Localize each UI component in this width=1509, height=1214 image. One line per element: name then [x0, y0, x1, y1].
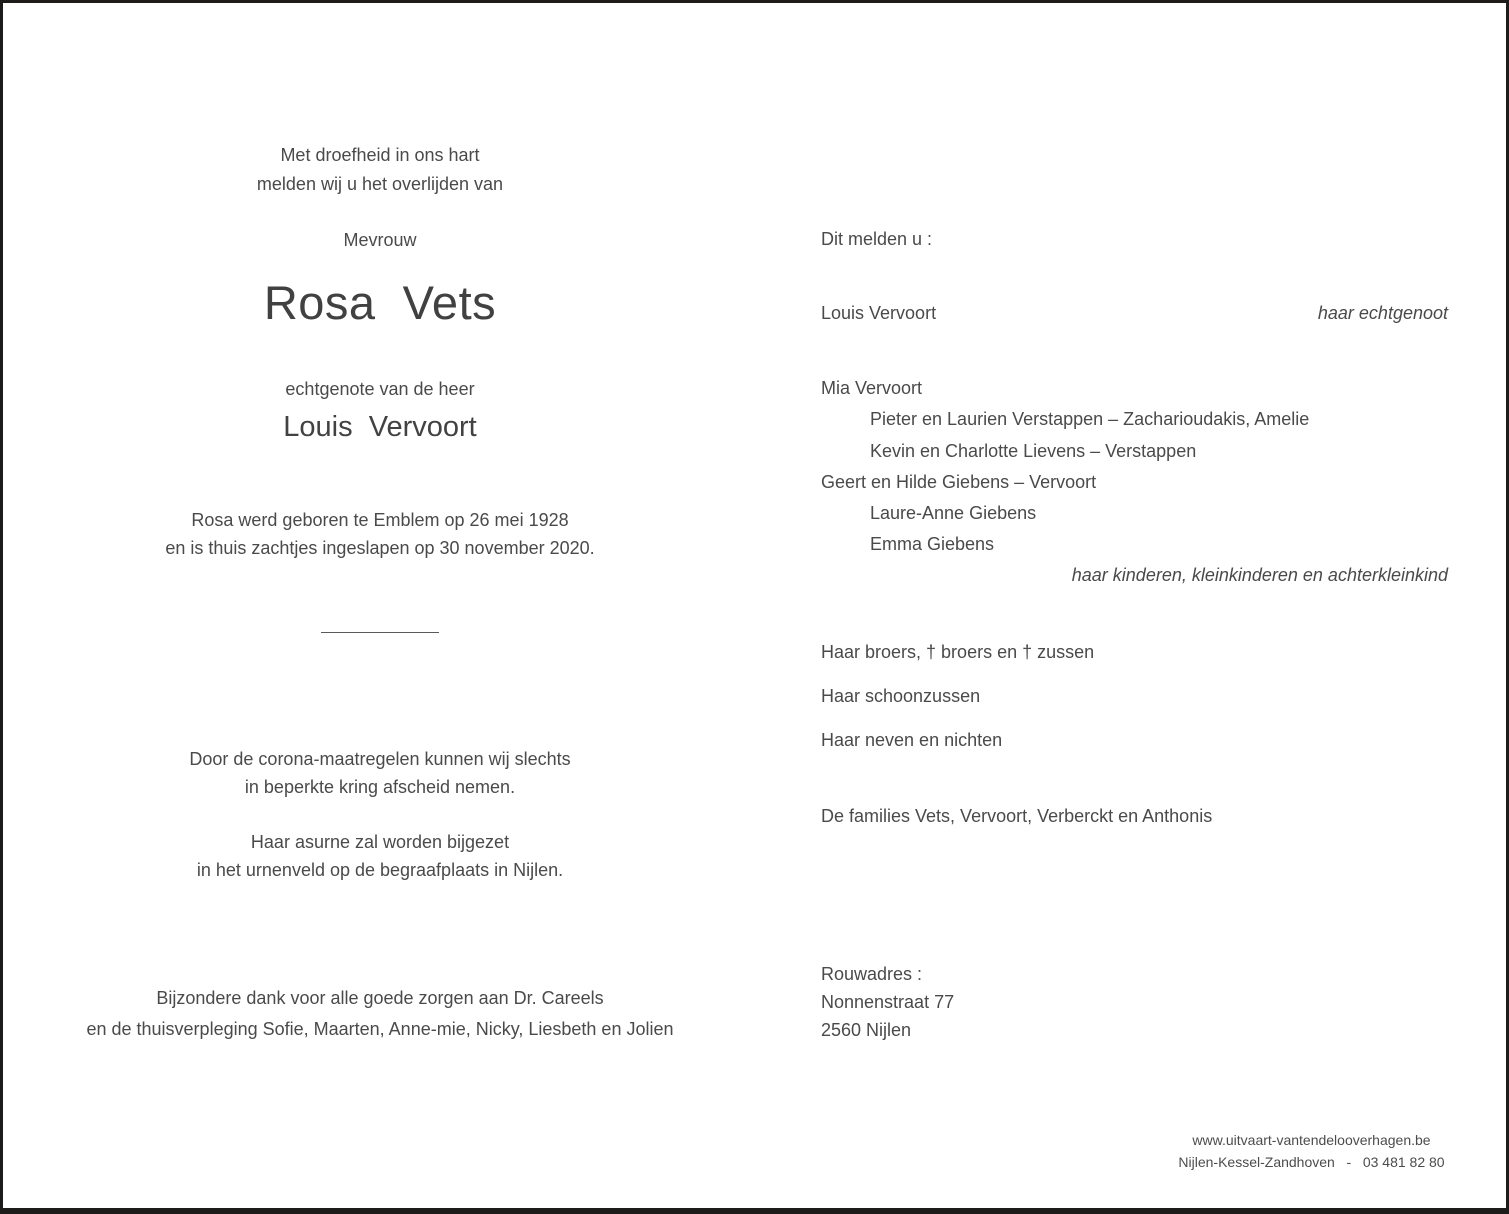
divider-line: [321, 632, 439, 633]
relative-cousins: Haar neven en nichten: [821, 730, 1003, 750]
families-line: De families Vets, Vervoort, Verberckt en Anthonis: [821, 806, 1213, 826]
salutation: Mevrouw: [343, 230, 417, 250]
family-line: Emma Giebens: [870, 534, 995, 555]
funeral-home-location-phone: Nijlen-Kessel-Zandhoven - 03 481 82 80: [1178, 1153, 1445, 1170]
husband-row: [821, 299, 1448, 327]
mourning-address-label: Rouwadres :: [821, 964, 923, 984]
thanks-line-1: Bijzondere dank voor alle goede zorgen aan Dr. Careels: [156, 988, 604, 1008]
mourning-address: [821, 960, 1448, 1044]
husband-name: Louis Vervoort: [821, 303, 937, 323]
deceased-name: Rosa Vets: [263, 276, 497, 329]
announcers-heading: Dit melden u :: [821, 229, 933, 249]
family-list: [821, 373, 1448, 561]
mourning-address-street: Nonnenstraat 77: [821, 992, 955, 1012]
corona-line-1: Door de corona-maatregelen kunnen wij slechts: [189, 749, 571, 769]
urn-line-2: in het urnenveld op de begraafplaats in Nijlen.: [196, 860, 564, 880]
birth-death-lines: [40, 506, 720, 562]
husband-relation: haar echtgenoot: [1317, 303, 1448, 323]
family-line: Pieter en Laurien Verstappen – Zacharioudakis, Amelie: [870, 409, 1310, 430]
mourning-address-city: 2560 Nijlen: [821, 1020, 912, 1040]
family-line: Mia Vervoort: [821, 378, 923, 398]
family-line: Laure-Anne Giebens: [870, 503, 1037, 524]
thanks-note: [3, 983, 757, 1045]
right-column: [821, 3, 1448, 1214]
spouse-intro: echtgenote van de heer: [285, 379, 475, 399]
relative-brothers: Haar broers, † broers en † zussen: [821, 642, 1095, 662]
left-column: [40, 3, 720, 1214]
intro-line-2: melden wij u het overlijden van: [256, 174, 504, 194]
relative-sisters-in-law: Haar schoonzussen: [821, 686, 981, 706]
birth-line: Rosa werd geboren te Emblem op 26 mei 1928: [191, 510, 569, 530]
corona-notice: [40, 746, 720, 801]
death-line: en is thuis zachtjes ingeslapen op 30 november 2020.: [165, 538, 595, 558]
thanks-line-2: en de thuisverpleging Sofie, Maarten, Anne-mie, Nicky, Liesbeth en Jolien: [86, 1019, 674, 1039]
funeral-home-footer: [1133, 1130, 1490, 1173]
family-relation: haar kinderen, kleinkinderen en achterkleinkind: [1071, 565, 1448, 585]
urn-notice: [40, 828, 720, 884]
family-line: Kevin en Charlotte Lievens – Verstappen: [870, 440, 1197, 461]
intro-lines: [40, 141, 720, 199]
corona-line-2: in beperkte kring afscheid nemen.: [244, 776, 516, 797]
urn-line-1: Haar asurne zal worden bijgezet: [250, 832, 510, 852]
funeral-home-website: www.uitvaart-vantendelooverhagen.be: [1192, 1132, 1431, 1148]
family-line: Geert en Hilde Giebens – Vervoort: [821, 471, 1097, 492]
intro-line-1: Met droefheid in ons hart: [280, 145, 480, 165]
spouse-name: Louis Vervoort: [283, 411, 477, 443]
